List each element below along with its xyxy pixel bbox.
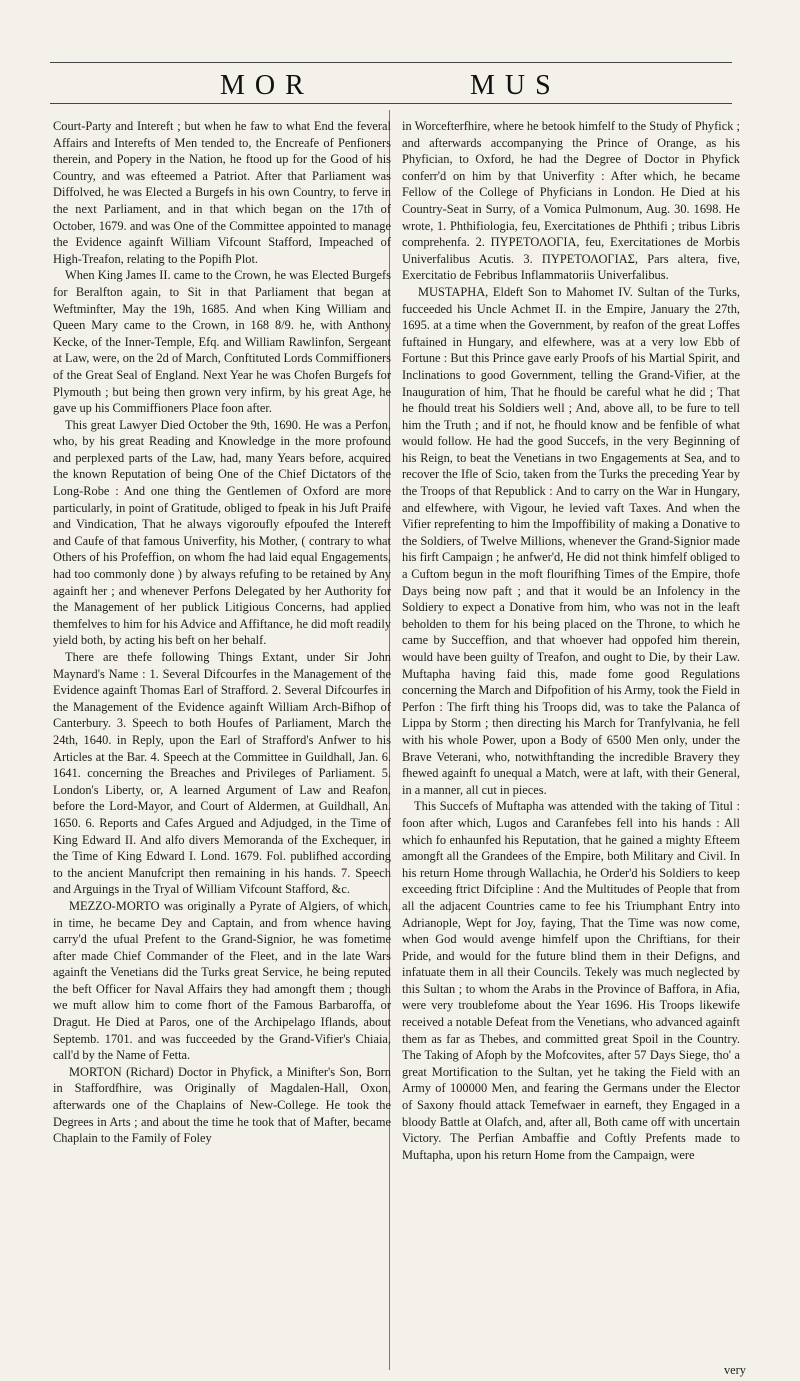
paragraph: There are thefe following Things Extant, under Sir John Maynard's Name : 1. Several Difcourfes in the Management of the Evidence againft Thomas Earl of Strafford. 2. Several Difcourfes in the Management of the Evidence againft William Arch-Bifhop of Canterbury. 3. Speech to both Houfes of Parliament, March the 24th, 1640. in Reply, upon the Earl of Strafford's Anfwer to his Articles at the Bar. 4. Speech at the Committee in Guildhall, Jan. 6. 1641. concerning the Breaches and Privileges of Parliament. 5. London's Liberty, or, A learned Argument of Law and Reafon, before the Lord-Mayor, and Court of Aldermen, at Guildhall, An. 1650. 6. Reports and Cafes Argued and Adjudged, in the Time of King Edward II. And alfo divers Memoranda of the Exchequer, in the Time of King Edward I. Lond. 1679. Fol. publifhed according to the ancient Manufcript then remaining in his hands. 7. Speech and Arguings in the Tryal of William Vifcount Stafford, &c.	[53, 650, 391, 897]
header-rule	[50, 103, 732, 104]
entry-mustapha: MUSTAPHA, Eldeft Son to Mahomet IV. Sultan of the Turks, fucceeded his Uncle Achmet II. in the Empire, January the 27th, 1695. at a time when the Government, by reafon of the great Loffes fuftained in Hungary, and elfewhere, was at a very low Ebb of Fortune : But this Prince gave early Proofs of his Martial Spirit, and Inclinations to good Government, telling the Grand-Vifier, at the Inauguration of him, That he fhould be careful what he did ; That he fhould treat his Soldiers well ; And, above all, to be fure to tell him the Truth ; and if not, he fhould know and be fenfible of what would follow. He had the good Succefs, in the very Beginning of his Reign, to beat the Venetians in two Engagements at Sea, and to recover the Ifle of Scio, taken from the Turks the preceding Year by the Troops of that Republick : And to carry on the War in Hungary, and elfewhere, with Vigour, he levied vaft Taxes. And when the Vifier reprefenting to him the Impoffibility of making a Donative to the Soldiers, of Twelve Millions, whenever the Grand-Signior made his firft Campaign ; he anfwer'd, He did not think himfelf obliged to a Cuftom begun in the moft flourifhing Times of the Empire, thofe Days being now paft ; and that it would be an Infolency in the Soldiery to expect a Donative from him, who was not in the leaft beholden to them for his being placed on the Throne, to which he came by Succeffion, and that whoever had oppofed him therein, would have been guilty of Treafon, and ought to Die, by their Law. Muftapha having faid this, made fome good Regulations concerning the March and Difpofition of his Army, took the Field in Perfon : The firft thing his Troops did, was to take the Palanca of Lippa by Storm ; then directing his March for Tranfylvania, he fell with his whole Power, upon a Body of 6500 Men only, under the Brave Veterani, who, notwithftanding the incredible Bravery they fhewed againft fo unequal a Match, were at laft, with their General, in a manner, all cut in pieces.	[402, 284, 740, 797]
entry-morton: MORTON (Richard) Doctor in Phyfick, a Minifter's Son, Born in Staffordfhire, was Originally of Magdalen-Hall, Oxon, afterwards one of the Chaplains of New-College. He took the Degrees in Arts ; and about the time he took that of Mafter, became Chaplain to the Family of Foley	[53, 1064, 391, 1146]
top-rule	[50, 62, 732, 63]
paragraph: Court-Party and Intereft ; but when he faw to what End the feveral Affairs and Interefts of Men tended to, the Encreafe of Penfioners therein, and Popery in the Nation, he ftood up for the Good of his Country, and was efteemed a Patriot. After that Parliament was Diffolved, he was Elected a Burgefs in his own Country, to ferve in the next Parliament, and in that which began on the 17th of October, 1679. and was One of the Committee appointed to manage the Evidence againft William Vifcount Stafford, Impeached of High-Treafon, relating to the Popifh Plot.	[53, 119, 391, 266]
right-column	[402, 118, 740, 1163]
paragraph: When King James II. came to the Crown, he was Elected Burgefs for Beralfton again, to Sit in that Parliament that began at Weftminfter, May the 19h, 1685. And when King William and Queen Mary came to the Crown, in 168 8/9. he, with Anthony Kecke, of the Inner-Temple, Efq. and William Rawlinfon, Sergeant at Law, were, on the 2d of March, Conftituted Lords Commiffioners of the Great Seal of England. Next Year he was Chofen Burgefs for Plymouth ; but being then grown very infirm, by his great Age, he gave up his Commiffioners Place foon after.	[53, 268, 391, 416]
entry-mezzo-morto: MEZZO-MORTO was originally a Pyrate of Algiers, of which, in time, he became Dey and Captain, and from whence having carry'd the ufual Prefent to the Grand-Signior, he was fometime after made Chief Commander of the Fleet, and in the late Wars againft the Venetians did the Turks great Service, he being reputed the beft Officer for Naval Affairs they had amongft them ; though we muft allow him to come fhort of the Famous Barbaroffa, or Dragut. He Died at Paros, one of the Archipelago Iflands, about Septemb. 1701. and was fucceeded by the Grand-Vifier's Chiaia, call'd by the Name of Fetta.	[53, 898, 391, 1063]
paragraph: in Worcefterfhire, where he betook himfelf to the Study of Phyfick ; and afterwards accompanying the Prince of Orange, as his Phyfician, to Oxford, he had the Degree of Doctor in Phyfick conferr'd on him by that Univerfity : After which, he became Fellow of the College of Phyficians in London. He Died at his Country-Seat in Surry, of a Vomica Pulmonum, Aug. 30. 1698. He wrote, 1. Phthifiologia, feu, Exercitationes de Phthifi ; tribus Libris comprehenfa. 2. ΠΥΡΕΤΟΛΟΓΙΑ, feu, Exercitationes de Morbis Univerfalibus Acutis. 3. ΠΥΡΕΤΟΛΟΓΙΑΣ, Pars altera, five, Exercitatio de Febribus Inflammatoriis Univerfalibus.	[402, 119, 740, 283]
paragraph: This Succefs of Muftapha was attended with the taking of Titul : foon after which, Lugos and Caranfebes fell into his hands : All which fo enhaunfed his Reputation, that he gained a mighty Efteem amongft all the Grandees of the Empire, both Military and Civil. In his return Home through Wallachia, he Order'd his Soldiers to keep exceeding ftrict Difcipline : And the Multitudes of People that from all the adjacent Countries came to fee his Triumphant Entry into Adrianople, Wept for Joy, faying, That the Time was now come, when God would avenge himfelf upon the Chriftians, for their Pride, and would for the future blind them in their Defigns, and infatuate them in all their Councils. Tekely was much neglected by this Sultan ; to whom the Arabs in the Province of Baffora, in Afia, were very troublefome about the Year 1696. His Troops likewife received a notable Defeat from the Venetians, who advanced againft them as far as Thebes, and committed great Spoil in the Country. The Taking of Afoph by the Mofcovites, after 57 Days Siege, tho' a great Mortification to the Sultan, yet he taking the Field with an Army of 100000 Men, and fearing the Germans under the Elector of Saxony fhould attack Temefwaer in earneft, they Engaged in a bloody Battle at Olafch, and, after all, Both came off with uncertain Victory. The Perfian Ambaffie and Coftly Prefents made to Muftapha, upon his return Home from the Campaign, were	[402, 799, 740, 1162]
running-head-left: MOR	[220, 70, 314, 101]
catchword: very	[723, 1363, 746, 1377]
paragraph: This great Lawyer Died October the 9th, 1690. He was a Perfon, who, by his great Reading and Knowledge in the more profound and perplexed parts of the Law, had, many Years before, acquired the known Reputation of being One of the Chief Dictators of the Long-Robe : And one thing the Gentlemen of Oxford are more particularly, in point of Gratitude, obliged to fpeak in his Juft Praife and Vindication, That he always vigoroufly efpoufed the Intereft and Caufe of that famous Univerfity, his Mother, ( contrary to what Others of his Profeffion, on whom fhe had laid equal Engagements, had too commonly done ) by always refufing to be retained by Any againft her ; and whenever Perfons Delegated by her Authority for the Management of her publick Litigious Concerns, had applied themfelves to him for his Advice and Affiftance, he did moft readily yield both, by acting his beft on her behalf.	[53, 417, 391, 648]
left-column	[53, 118, 391, 1147]
page-header	[0, 0, 800, 110]
running-head-right: MUS	[470, 70, 561, 101]
